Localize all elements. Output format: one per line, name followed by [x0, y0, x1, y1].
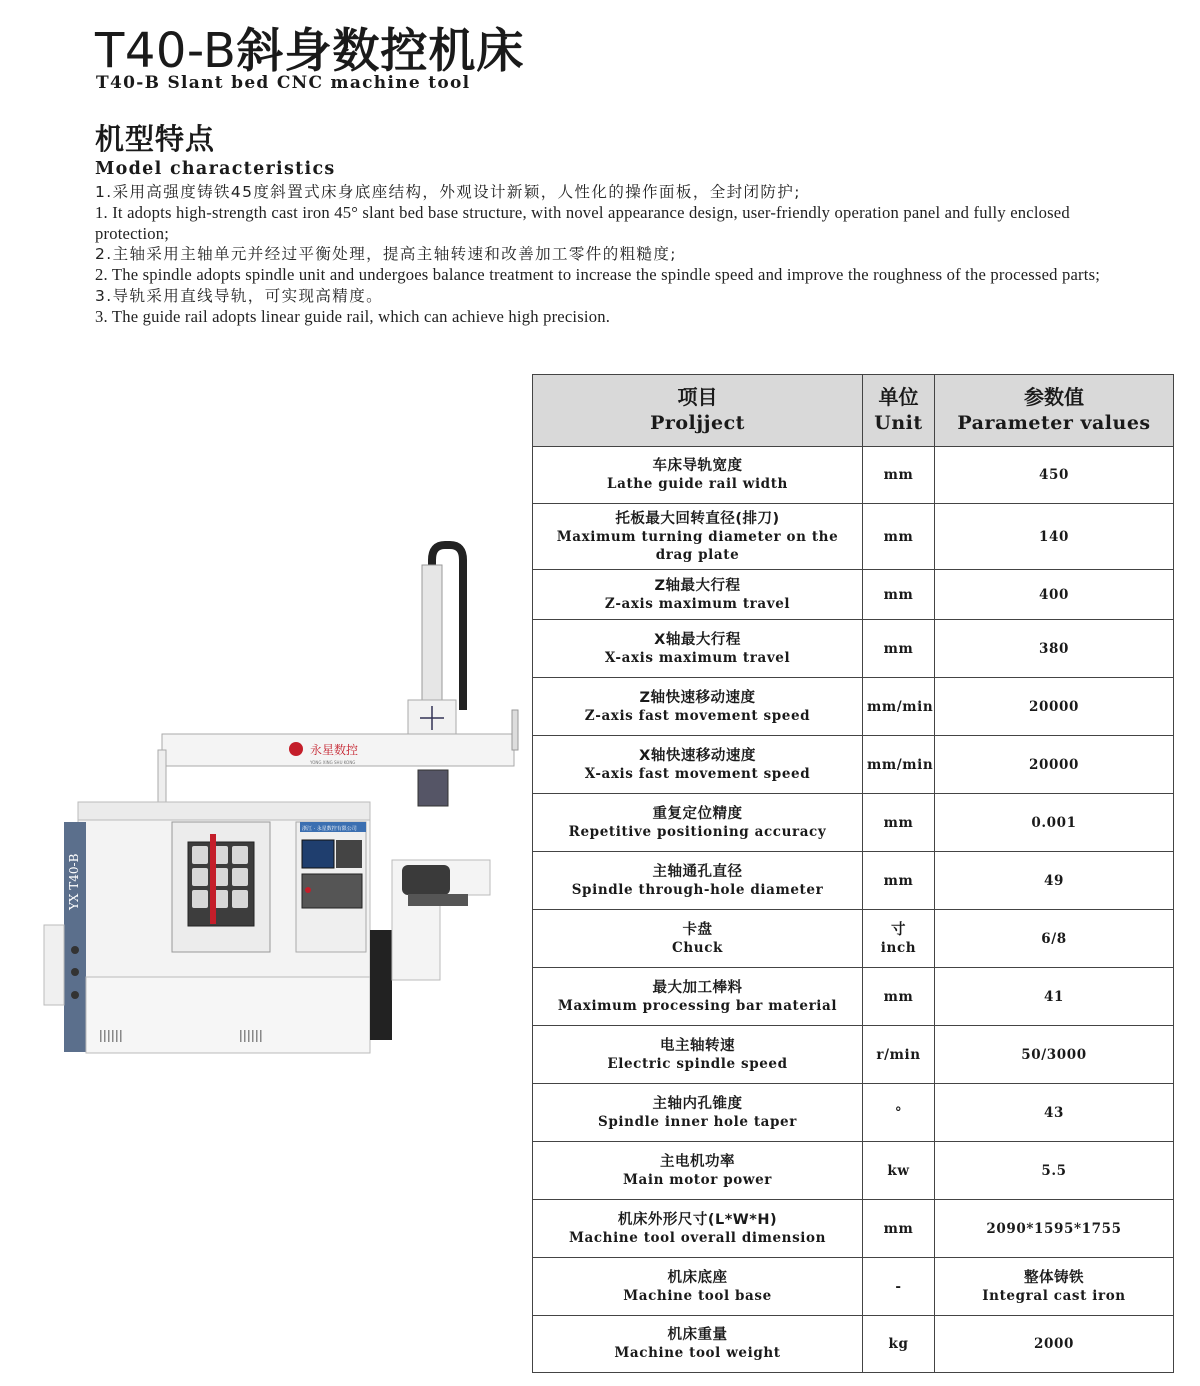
section-heading-cn: 机型特点 [95, 122, 216, 156]
table-row: 卡盘 Chuck 寸 inch 6/8 [533, 910, 1174, 968]
machine-image [40, 540, 530, 1060]
table-row: 机床底座 Machine tool base - 整体铸铁 Integral cast iron [533, 1258, 1174, 1316]
machine-base [86, 977, 370, 1053]
feature-3-en: 3. The guide rail adopts linear guide rail, which can achieve high precision. [95, 306, 611, 326]
title-english: T40-B Slant bed CNC machine tool [96, 73, 471, 93]
header-value: 参数值 Parameter values [935, 375, 1174, 447]
table-row: Z轴快速移动速度 Z-axis fast movement speed mm/min 20000 [533, 678, 1174, 736]
chip-conveyor [370, 930, 392, 1040]
feature-2-en: 2. The spindle adopts spindle unit and undergoes balance treatment to increase the spindle speed and improve the roughness of the processed parts; [95, 265, 1101, 285]
feature-2-cn: 2.主轴采用主轴单元并经过平衡处理，提高主轴转速和改善加工零件的粗糙度; [95, 245, 677, 264]
header-project: 项目 Proljject [533, 375, 863, 447]
side-label: YX T40-B [67, 853, 81, 910]
table-row: 托板最大回转直径(排刀) Maximum turning diameter on the drag plate mm 140 [533, 504, 1174, 570]
table-row: Z轴最大行程 Z-axis maximum travel mm 400 [533, 570, 1174, 620]
page-title [95, 14, 525, 79]
header-unit: 单位 Unit [863, 375, 935, 447]
table-header-row [533, 375, 1174, 447]
feature-1-cn: 1.采用高强度铸铁45度斜置式床身底座结构，外观设计新颖，人性化的操作面板，全封闭防护; [95, 183, 801, 201]
feature-list [95, 182, 1105, 328]
model-name: T40-B [95, 23, 237, 79]
brand-cn: 永星数控 [310, 743, 359, 757]
panel-nameplate: 浙江 · 永星数控有限公司 [302, 826, 357, 832]
section-heading-en: Model characteristics [95, 159, 336, 179]
robot-column [422, 565, 442, 705]
table-row: 电主轴转速 Electric spindle speed r/min 50/3000 [533, 1026, 1174, 1084]
table-row: X轴最大行程 X-axis maximum travel mm 380 [533, 620, 1174, 678]
feature-1-en: 1. It adopts high-strength cast iron 45° slant bed base structure, with novel appearance design, user-friendly operation panel and fully enclosed protection; [95, 202, 1070, 243]
table-row: 机床外形尺寸(L*W*H) Machine tool overall dimension mm 2090*1595*1755 [533, 1200, 1174, 1258]
table-row: 重复定位精度 Repetitive positioning accuracy mm 0.001 [533, 794, 1174, 852]
brand-pinyin: YONG XING SHU KONG [310, 760, 356, 765]
table-row: X轴快速移动速度 X-axis fast movement speed mm/min 20000 [533, 736, 1174, 794]
spec-table [532, 374, 1174, 1373]
feature-3-cn: 3.导轨采用直线导轨，可实现高精度。 [95, 286, 383, 305]
handwheel-pendant [402, 865, 450, 895]
table-row: 机床重量 Machine tool weight kg 2000 [533, 1316, 1174, 1373]
table-row: 最大加工棒料 Maximum processing bar material mm 41 [533, 968, 1174, 1026]
title-chinese: 斜身数控机床 [236, 24, 525, 79]
gripper [418, 770, 448, 806]
table-row: 主轴内孔锥度 Spindle inner hole taper ° 43 [533, 1084, 1174, 1142]
brand-logo-icon [289, 742, 303, 756]
table-row: 主电机功率 Main motor power kw 5.5 [533, 1142, 1174, 1200]
table-row: 车床导轨宽度 Lathe guide rail width mm 450 [533, 447, 1174, 504]
table-row: 主轴通孔直径 Spindle through-hole diameter mm 49 [533, 852, 1174, 910]
